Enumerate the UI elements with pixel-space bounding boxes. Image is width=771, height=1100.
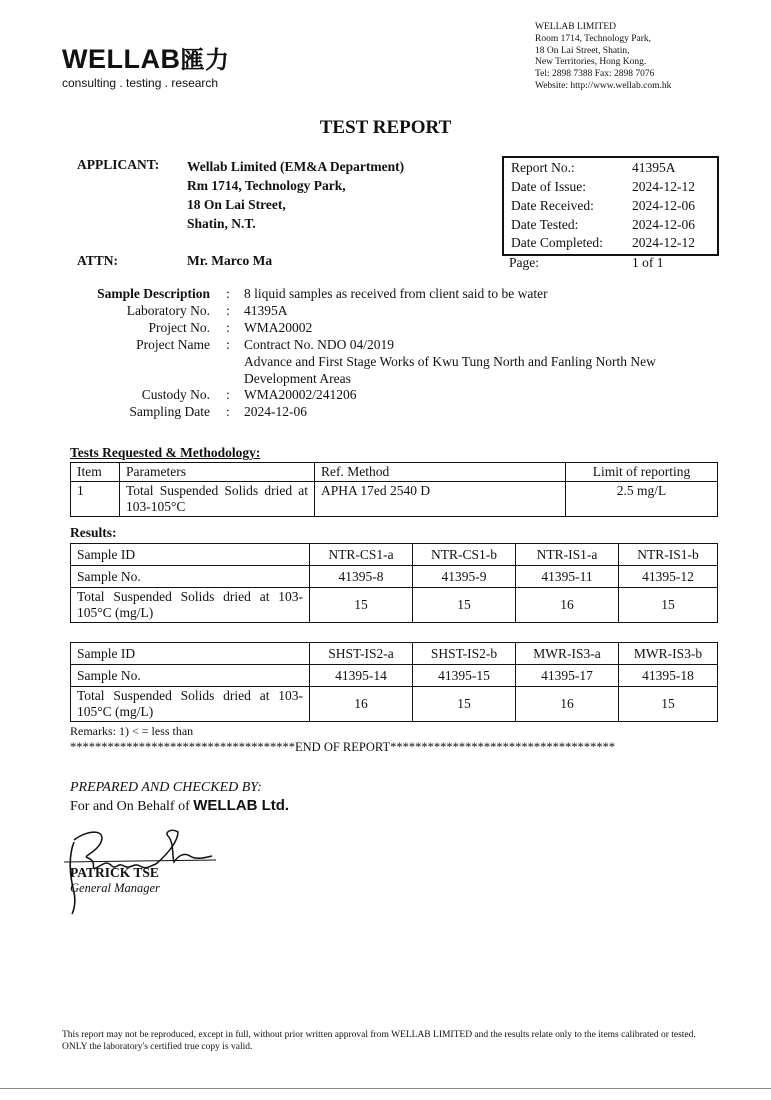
tss-cell: 15 [310, 588, 413, 623]
custody-no-value: WMA20002/241206 [244, 387, 357, 402]
sample-details [0, 286, 771, 426]
results-table-2 [70, 642, 718, 722]
custody-no-label: Custody No. [141, 387, 210, 402]
received-date-value: 2024-12-06 [632, 198, 695, 213]
item-cell: 1 [71, 482, 120, 517]
colon: : [226, 337, 230, 352]
sampling-date-label: Sampling Date [129, 404, 210, 419]
tss-cell: 16 [516, 588, 619, 623]
company-line: Room 1714, Technology Park, [535, 33, 652, 44]
sample-no-cell: 41395-14 [310, 665, 413, 687]
applicant-line: 18 On Lai Street, [187, 197, 286, 212]
parameters-cell: Total Suspended Solids dried at 103-105°C [120, 482, 315, 517]
company-line: 18 On Lai Street, Shatin, [535, 45, 630, 56]
row-label: Total Suspended Solids dried at 103-105°C (mg/L) [71, 588, 310, 623]
table-row [71, 687, 718, 722]
tss-cell: 16 [310, 687, 413, 722]
received-date-label: Date Received: [511, 198, 594, 213]
sample-id-cell: NTR-CS1-b [413, 544, 516, 566]
colon: : [226, 286, 230, 301]
colon: : [226, 404, 230, 419]
report-no-value: 41395A [632, 160, 676, 175]
applicant-label: APPLICANT: [77, 157, 160, 172]
tss-cell: 15 [619, 687, 718, 722]
sample-id-cell: SHST-IS2-b [413, 643, 516, 665]
company-line: Tel: 2898 7388 Fax: 2898 7076 [535, 69, 655, 80]
row-label: Sample No. [71, 566, 310, 588]
header-method: Ref. Method [315, 463, 566, 482]
behalf-prefix: For and On Behalf of [70, 799, 190, 814]
sample-no-cell: 41395-8 [310, 566, 413, 588]
sample-no-cell: 41395-18 [619, 665, 718, 687]
company-line: New Territories, Hong Kong. [535, 57, 647, 68]
behalf-company: WELLAB Ltd. [193, 797, 290, 814]
sample-no-cell: 41395-15 [413, 665, 516, 687]
company-logo [62, 40, 229, 75]
tss-cell: 15 [413, 588, 516, 623]
issue-date-value: 2024-12-12 [632, 179, 695, 194]
tss-cell: 15 [413, 687, 516, 722]
issue-date-label: Date of Issue: [511, 179, 586, 194]
table-row [71, 643, 718, 665]
tss-cell: 16 [516, 687, 619, 722]
end-of-report: ************************************END OF REPORT************************************ [70, 740, 616, 754]
project-no-value: WMA20002 [244, 320, 313, 335]
project-no-label: Project No. [148, 320, 210, 335]
sample-id-cell: MWR-IS3-a [516, 643, 619, 665]
sample-no-cell: 41395-12 [619, 566, 718, 588]
table-header-row [71, 463, 718, 482]
project-name-line2: Advance and First Stage Works of Kwu Tung North and Fanling North New Development Areas [244, 354, 656, 386]
report-info-box [502, 156, 719, 256]
lab-no-value: 41395A [244, 303, 288, 318]
header-parameters: Parameters [120, 463, 315, 482]
company-address [535, 22, 671, 93]
footer-disclaimer: This report may not be reproduced, except in full, without prior written approval from WELLAB LIMITED and the results relate only to the items calibrated or tested. ONLY the laboratory's certified true copy is valid. [62, 1030, 696, 1052]
completed-date-label: Date Completed: [511, 235, 603, 250]
applicant-line: Shatin, N.T. [187, 216, 256, 231]
row-label: Sample ID [71, 643, 310, 665]
colon: : [226, 320, 230, 335]
lab-no-label: Laboratory No. [126, 303, 210, 318]
table-row [71, 588, 718, 623]
logo-text: WELLAB [62, 44, 181, 74]
limit-cell: 2.5 mg/L [566, 482, 718, 517]
company-line: WELLAB LIMITED [535, 22, 616, 32]
colon: : [226, 387, 230, 402]
header-item: Item [71, 463, 120, 482]
sample-no-cell: 41395-11 [516, 566, 619, 588]
tested-date-value: 2024-12-06 [632, 217, 695, 232]
logo-tagline: consulting . testing . research [62, 76, 219, 90]
tss-cell: 15 [619, 588, 718, 623]
project-name-line1: Contract No. NDO 04/2019 [244, 337, 394, 352]
results-table-1 [70, 543, 718, 623]
sample-id-cell: NTR-IS1-a [516, 544, 619, 566]
signatory-name: PATRICK TSE [70, 865, 159, 880]
results-heading: Results: [70, 525, 117, 540]
method-cell: APHA 17ed 2540 D [315, 482, 566, 517]
completed-date-value: 2024-12-12 [632, 235, 695, 250]
row-label: Sample ID [71, 544, 310, 566]
colon: : [226, 303, 230, 318]
prepared-label: PREPARED AND CHECKED BY: [70, 780, 262, 795]
applicant-line: Rm 1714, Technology Park, [187, 178, 346, 193]
sample-desc-value: 8 liquid samples as received from client said to be water [244, 286, 548, 301]
report-title: TEST REPORT [319, 117, 452, 138]
attn-name: Mr. Marco Ma [187, 253, 273, 268]
company-line: Website: http://www.wellab.com.hk [535, 80, 672, 91]
attn-label: ATTN: [77, 253, 119, 268]
logo-chinese: 匯力 [180, 46, 230, 74]
sample-no-cell: 41395-17 [516, 665, 619, 687]
table-row [71, 665, 718, 687]
table-row [71, 544, 718, 566]
remarks: Remarks: 1) < = less than [70, 724, 194, 738]
tested-date-label: Date Tested: [511, 217, 579, 232]
sample-no-cell: 41395-9 [413, 566, 516, 588]
sample-id-cell: SHST-IS2-a [310, 643, 413, 665]
applicant-line: Wellab Limited (EM&A Department) [187, 159, 405, 174]
signatory-position: General Manager [70, 881, 160, 895]
page-value: 1 of 1 [632, 255, 664, 270]
sample-id-cell: NTR-CS1-a [310, 544, 413, 566]
tests-table [70, 462, 718, 517]
table-row [71, 482, 718, 517]
table-row [71, 566, 718, 588]
behalf-line [70, 797, 289, 815]
report-no-label: Report No.: [511, 160, 575, 175]
row-label: Total Suspended Solids dried at 103-105°C (mg/L) [71, 687, 310, 722]
footer-divider [0, 1088, 771, 1089]
sampling-date-value: 2024-12-06 [244, 404, 307, 419]
project-name-label: Project Name [136, 337, 210, 352]
sample-id-cell: MWR-IS3-b [619, 643, 718, 665]
sample-desc-label: Sample Description [97, 286, 210, 301]
header-limit: Limit of reporting [566, 463, 718, 482]
page-label: Page: [509, 255, 539, 270]
row-label: Sample No. [71, 665, 310, 687]
sample-id-cell: NTR-IS1-b [619, 544, 718, 566]
tests-heading: Tests Requested & Methodology: [70, 445, 261, 460]
applicant-address [187, 157, 404, 233]
